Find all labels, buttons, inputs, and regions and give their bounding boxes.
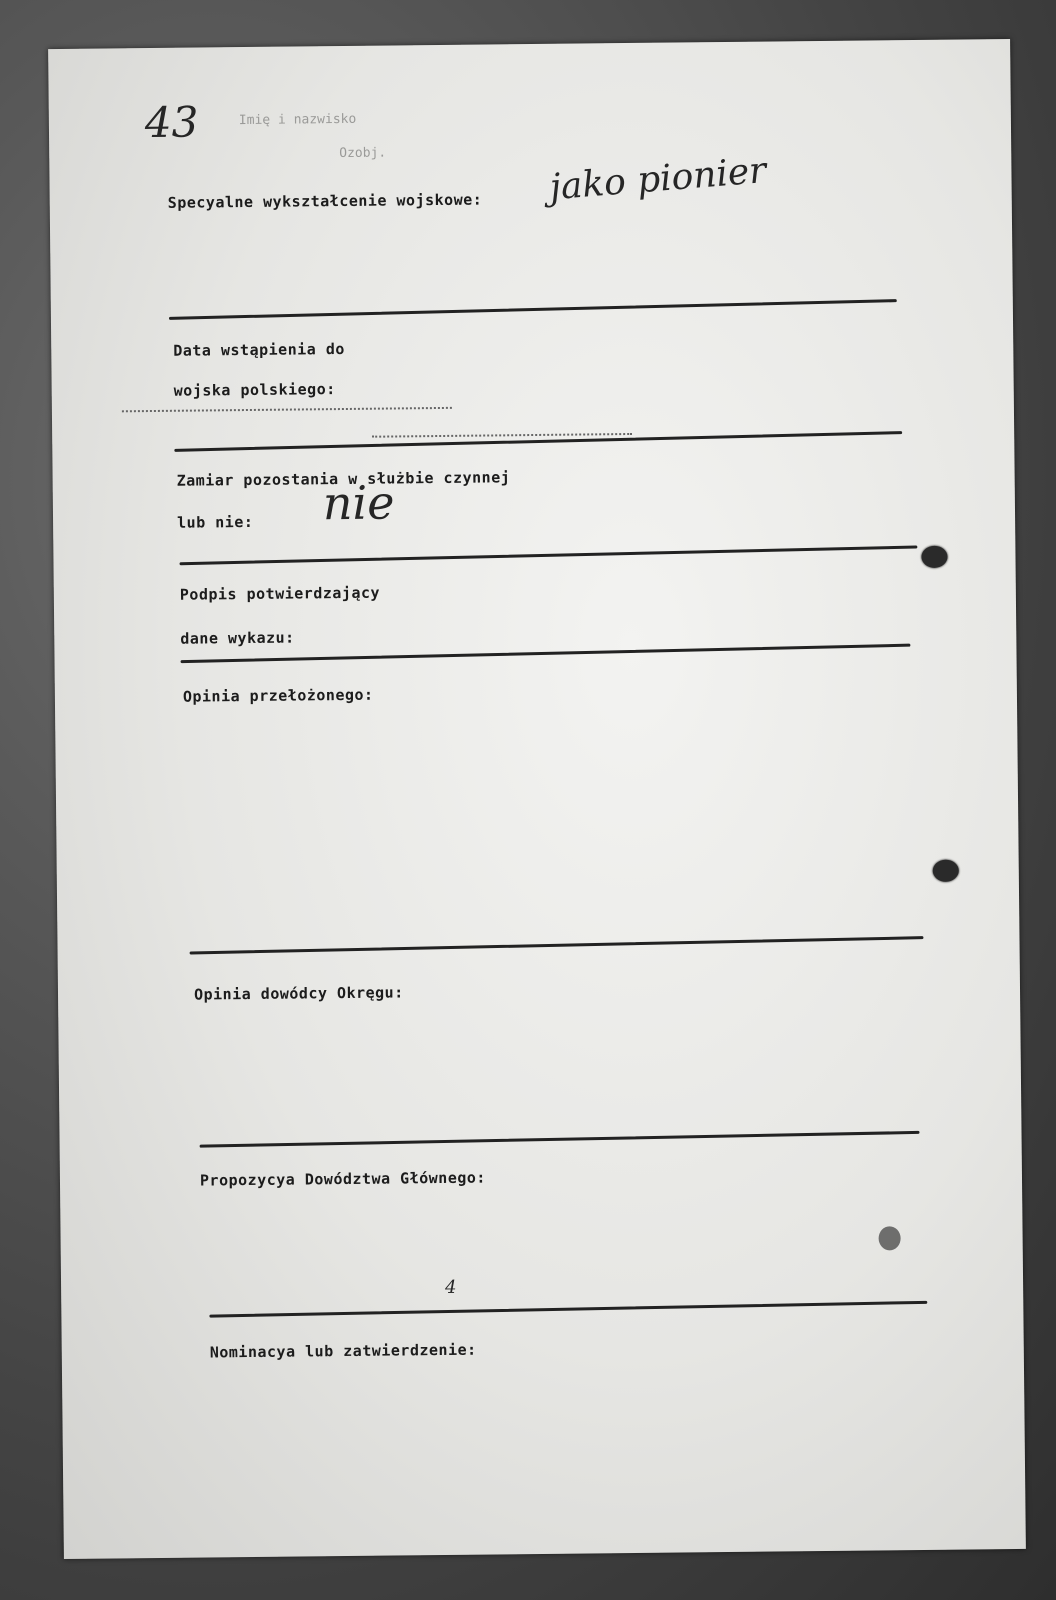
signature-label-line1: Podpis potwierdzający <box>179 583 381 604</box>
divider-3 <box>180 545 918 565</box>
entry-date-label-line2: wojska polskiego: <box>173 380 336 400</box>
punch-hole-bottom <box>933 860 959 882</box>
faint-header-2: Ozobj. <box>339 145 387 162</box>
active-service-label-line2: lub nie: <box>176 512 254 532</box>
dotted-line-1 <box>122 407 452 412</box>
signature-label-line2: dane wykazu: <box>180 628 295 648</box>
punch-hole-top <box>921 546 947 568</box>
special-training-label: Specyalne wykształcenie wojskowe: <box>167 190 483 212</box>
page-number: 43 <box>144 97 199 148</box>
divider-5 <box>190 936 924 954</box>
main-command-proposal-label: Propozycya Dowództwa Głównego: <box>199 1168 486 1190</box>
faint-header: Imię i nazwisko <box>238 111 357 129</box>
entry-date-label-line1: Data wstąpienia do <box>173 339 345 360</box>
superior-opinion-label: Opinia przełożonego: <box>182 685 374 706</box>
divider-1 <box>169 299 897 320</box>
stray-mark: 4 <box>445 1276 457 1298</box>
nomination-label: Nominacya lub zatwierdzenie: <box>209 1340 477 1362</box>
dotted-line-2 <box>372 433 632 438</box>
active-service-label-line1: Zamiar pozostania w służbie czynnej <box>176 468 511 490</box>
special-training-handwritten: jako pionier <box>548 150 768 209</box>
ink-blot <box>878 1226 900 1250</box>
district-commander-opinion-label: Opinia dowódcy Okręgu: <box>193 983 404 1004</box>
active-service-answer: nie <box>322 475 395 531</box>
divider-7 <box>209 1301 927 1318</box>
form-sheet <box>48 39 1026 1559</box>
divider-6 <box>200 1131 920 1148</box>
